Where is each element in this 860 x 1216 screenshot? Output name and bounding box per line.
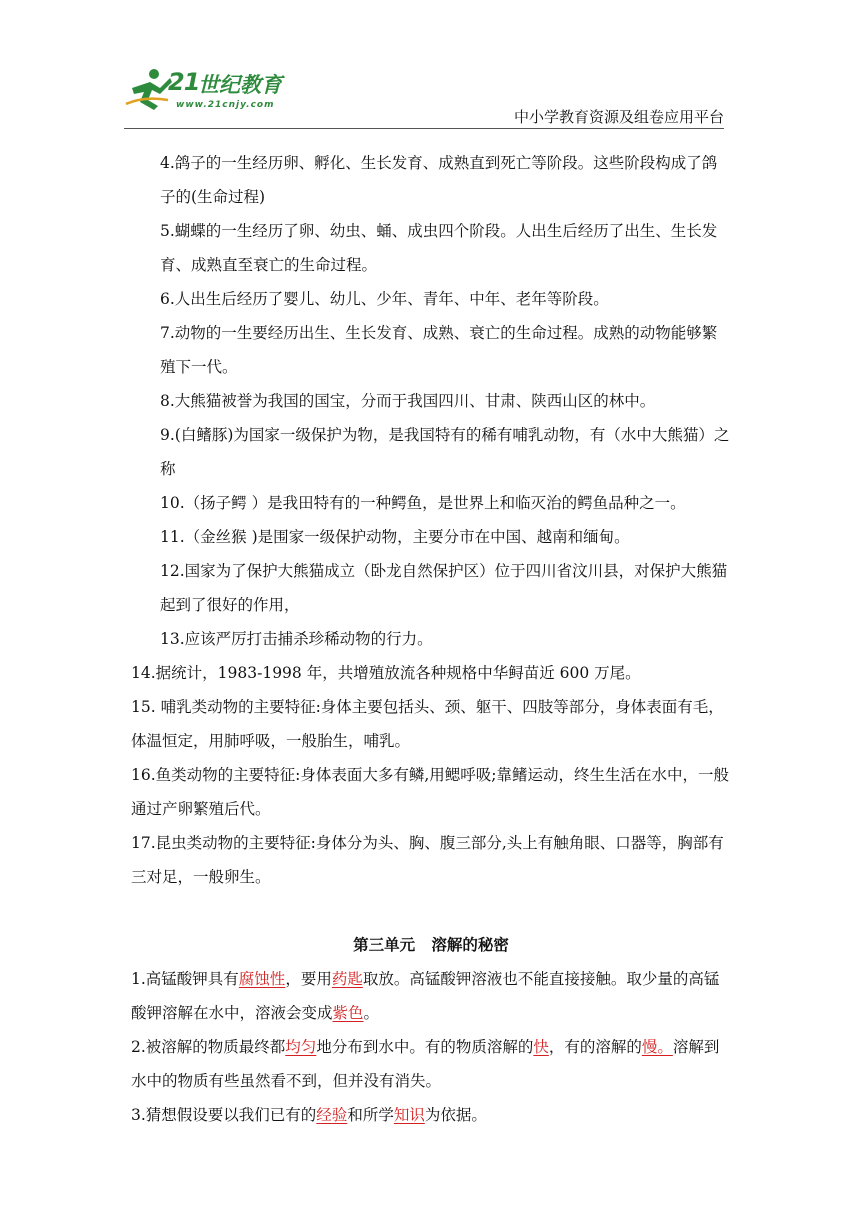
section-title-unit: 第三单元: [353, 935, 416, 954]
highlighted-term: 药匙: [331, 970, 363, 988]
list-item: 16.鱼类动物的主要特征:身体表面大多有鳞,用鳃呼吸;靠鳍运动，终生生活在水中，一般通过产卵繁殖后代。: [131, 766, 730, 818]
list-item: 7.动物的一生要经历出生、生长发育、成熟、衰亡的生命过程。成熟的动物能够繁殖下一代。: [160, 324, 718, 376]
list-item: 5.蝴蝶的一生经历了卵、幼虫、蛹、成虫四个阶段。人出生后经历了出生、生长发育、成熟直至衰亡的生命过程。: [160, 222, 718, 274]
text-run: 。: [363, 1004, 380, 1022]
list-item: 9.(白鳍豚)为国家一级保护为物，是我国特有的稀有哺乳动物，有（水中大熊猫）之称: [160, 426, 730, 478]
highlighted-term: 均匀: [285, 1038, 317, 1056]
list-item: 11.（金丝猴 )是围家一级保护动物，主要分市在中国、越南和缅甸。: [160, 528, 630, 546]
text-run: 2.被溶解的物质最终都: [131, 1038, 286, 1056]
site-logo[interactable]: [124, 66, 324, 118]
list-item: 14.据统计，1983-1998 年，共增殖放流各种规格中华鲟苗近 600 万尾。: [131, 664, 641, 682]
text-run: 为依据。: [424, 1106, 487, 1124]
logo-text: 世纪教育: [198, 73, 282, 97]
text-run: 取放。高锰酸钾溶液也不能直接接触。取少量的高锰酸钾溶解在水中，溶液会变成: [131, 970, 720, 1022]
unit3-item-2: [131, 1030, 731, 1098]
text-run: 1.高锰酸钾具有: [131, 970, 239, 988]
document-body: [131, 146, 731, 1132]
highlighted-term: 快: [533, 1038, 549, 1056]
list-item: 8.大熊猫被誉为我国的国宝，分而于我国四川、甘肃、陕西山区的林中。: [160, 392, 656, 410]
highlighted-term: 慢。: [641, 1038, 673, 1056]
header-divider: [124, 128, 724, 129]
unit3-item-1: [131, 962, 731, 1030]
highlighted-term: 腐蚀性: [238, 970, 286, 988]
unit3-item-3: [131, 1098, 731, 1132]
section-title-topic: 溶解的秘密: [431, 935, 509, 954]
text-run: 和所学: [347, 1106, 394, 1124]
text-run: 地分布到水中。有的物质溶解的: [316, 1038, 534, 1056]
platform-title: 中小学教育资源及组卷应用平台: [513, 108, 724, 126]
text-run: ，有的溶解的: [548, 1038, 642, 1056]
list-item: 15. 哺乳类动物的主要特征:身体主要包括头、颈、躯干、四肢等部分，身体表面有毛，体温恒定，用肺呼吸，一般胎生，哺乳。: [131, 698, 724, 750]
logo-url: www.21cnjy.com: [176, 100, 275, 110]
list-item: 4.鸽子的一生经历卵、孵化、生长发育、成熟直到死亡等阶段。这些阶段构成了鸽子的(生命过程): [160, 154, 718, 206]
list-item: 12.国家为了保护大熊猫成立（卧龙自然保护区）位于四川省汶川县，对保护大熊猫起到了很好的作用，: [160, 562, 728, 614]
list-item: 10.（扬子鳄 ）是我田特有的一种鳄鱼，是世界上和临灭治的鳄鱼品种之一。: [160, 494, 686, 512]
highlighted-term: 知识: [393, 1106, 425, 1124]
text-run: 溶解到水中的物质有些虽然看不到，但并没有消失。: [131, 1038, 720, 1090]
list-item: 17.昆虫类动物的主要特征:身体分为头、胸、腹三部分,头上有触角眼、口器等，胸部有三对足，一般卵生。: [131, 834, 724, 886]
text-run: ，要用: [285, 970, 332, 988]
logo-number: 21: [168, 68, 200, 96]
text-run: 3.猜想假设要以我们已有的: [131, 1106, 317, 1124]
page-header: [0, 0, 860, 132]
section-title: [131, 928, 731, 962]
highlighted-term: 紫色: [332, 1004, 364, 1022]
list-item: 6.人出生后经历了婴儿、幼儿、少年、青年、中年、老年等阶段。: [160, 290, 609, 308]
highlighted-term: 经验: [316, 1106, 348, 1124]
list-item: 13.应该严厉打击捕杀珍稀动物的行力。: [160, 630, 433, 648]
